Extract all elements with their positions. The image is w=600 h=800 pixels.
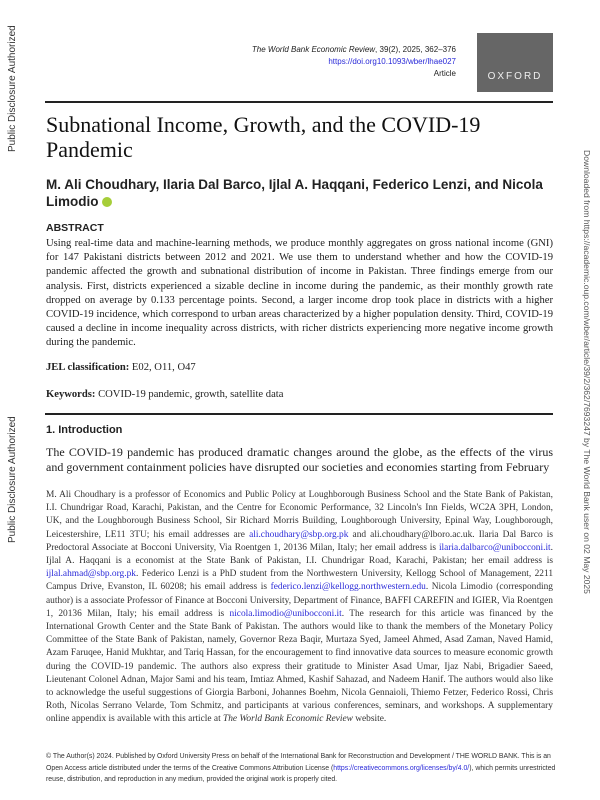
top-rule xyxy=(45,101,553,103)
author-footnote xyxy=(46,489,553,727)
disclosure-watermark-top: Public Disclosure Authorized xyxy=(7,25,18,152)
copyright-notice xyxy=(46,751,556,786)
jel-label: JEL classification: xyxy=(46,362,130,373)
copyright-text: ), which permits unrestricted reuse, distribution, and reproduction in any medium, provided the original work is properly cited. xyxy=(46,764,556,783)
authors xyxy=(46,176,551,210)
email-link[interactable]: ilaria.dalbarco@unibocconi.it xyxy=(438,542,551,553)
footnote-text: . Ijlal A. Haqqani is a economist at the State Bank of Pakistan, I.I. Chundrigar Road, Karachi, Pakistan; her email address is xyxy=(46,542,553,567)
footnote-text: website. xyxy=(352,714,387,725)
keywords-label: Keywords: xyxy=(46,389,96,400)
abstract-text: Using real-time data and machine-learning methods, we produce monthly aggregates on gross national income (GNI) for 147 Pakistani districts between 2012 and 2021. We use them to understand whether and how the COVID-19 pandemic affected the growth and subnational distribution of income in Pakistan. Three findings emerge from our analysis. First, districts experienced a sizable decline in income during the pandemic, as their monthly growth rate dropped on average by 0.133 percentage points. Second, a larger income drop took place in districts with a higher COVID-19 incidence, which correspond to urban areas characterized by a higher population density. Third, COVID-19 caused a decline in income inequality across districts, with richer districts experiencing more negative income growth during the pandemic. xyxy=(46,238,553,349)
journal-name: The World Bank Economic Review xyxy=(251,45,376,54)
citation-details: , 39(2), 2025, 362–376 xyxy=(375,45,456,54)
doi-link[interactable]: https://doi.org10.1093/wber/lhae027 xyxy=(328,57,456,66)
citation xyxy=(252,44,456,56)
intro-paragraph: The COVID-19 pandemic has produced dramatic changes around the globe, as the effects of the virus and government containment policies have disrupted our societies and economies starting from February xyxy=(46,445,553,474)
journal-header xyxy=(252,44,456,80)
download-watermark: Downloaded from https://academic.oup.com/wber/article/39/2/362/7693247 by The World Bank user on 02 May 2025 xyxy=(582,150,592,594)
email-link[interactable]: ijlal.ahmad@sbp.org.pk xyxy=(46,569,136,580)
disclosure-watermark-bottom: Public Disclosure Authorized xyxy=(7,416,18,543)
journal-name-italic: The World Bank Economic Review xyxy=(223,714,353,725)
footnote-text: M. Ali Choudhary is a professor of Economics and Public Policy at Loughborough Business School and the State Bank of Pakistan, I.I. Chundrigar Road, Karachi, Pakistan, and the Centre for Economic Performance, 32 Lincoln's Inn Fields, WC2A 3PH, London, UK, and the Loughborough Business School, Sir Richard Morris Building, Loughborough University, Epinal Way, Loughborough, Leicestershire, LE11 3TU; his email addresses are xyxy=(46,490,553,540)
abstract-heading: ABSTRACT xyxy=(46,222,104,234)
copyright-text: © The Author(s) 2024. Published by Oxford University Press on behalf of the International Bank for Reconstruction and Development / THE WORLD BANK. This is an Open Access article distributed under the terms of the Creative Commons Attribution License ( xyxy=(46,753,551,772)
email-link[interactable]: federico.lenzi@kellogg.northwestern.edu xyxy=(270,582,426,593)
section-rule xyxy=(45,413,553,415)
article-type: Article xyxy=(433,69,456,78)
keywords-value: COVID-19 pandemic, growth, satellite data xyxy=(95,389,284,400)
orcid-icon[interactable] xyxy=(102,197,112,207)
footnote-text: . Nicola Limodio (corresponding author) is a associate Professor of Finance at Bocconi University, Department of Finance, BAFFI CAREFIN and IGIER, Via Roentgen 1, 20136 Milan, Italy; his email address is xyxy=(46,582,553,619)
footnote-text: . The research for this article was financed by the International Growth Center and the State Bank of Pakistan. The authors would like to thank the members of the Monetary Policy Committee of the State Bank of Pakistan, namely, Governor Reza Baqir, Murtaza Syed, Jameel Ahmed, Asad Zaman, Naved Hamid, Azam Faruqee, Hanid Mukhtar, and Tariq Hassan, for the encouragement to find innovative data sources to measure economic growth during the COVID-19 pandemic. The authors also express their gratitude to Minister Asad Umar, Ijaz Nabi, Brigadier Saeed, Lieutenant Colonel Adnan, Major Sami and his team, Imtiaz Ahmed, Kashif Sahazad, and Nadeem Hanif. The authors would also like to acknowledge the useful suggestions of Giorgia Barboni, Johannes Boehm, Nicola Gennaioli, Thiemo Fetzer, Federico Rossi, Chris Roth, Nicolas Serrano Velarde, Tom Schmitz, and participants at various conferences, seminars, and workshops. A supplementary online appendix is available with this article at xyxy=(46,608,553,725)
section-heading: 1. Introduction xyxy=(46,424,123,436)
oxford-logo: OXFORD xyxy=(477,33,553,92)
footnote-text: and ali.choudhary@lboro.ac.uk. Ilaria Dal Barco is Predoctoral Associate at Bocconi University, Via Roentgen 1, 20136 Milan, Italy; her email address is xyxy=(46,529,553,553)
email-link[interactable]: ali.choudhary@sbp.org.pk xyxy=(249,529,349,540)
email-link[interactable]: nicola.limodio@unibocconi.it xyxy=(229,608,342,619)
author-list: M. Ali Choudhary, Ilaria Dal Barco, Ijlal A. Haqqani, Federico Lenzi, and Nicola Limodio xyxy=(46,177,543,209)
footnote-text: . Federico Lenzi is a PhD student from the Northwestern University, Kellogg School of Management, 2211 Campus Drive, Evanston, IL 60208; his email address is xyxy=(46,569,553,593)
jel-value: E02, O11, O47 xyxy=(129,362,196,373)
article-title: Subnational Income, Growth, and the COVID-19 Pandemic xyxy=(46,112,481,162)
keywords xyxy=(46,389,283,400)
jel-classification xyxy=(46,362,196,373)
license-link[interactable]: https://creativecommons.org/licenses/by/4.0/ xyxy=(333,764,470,772)
